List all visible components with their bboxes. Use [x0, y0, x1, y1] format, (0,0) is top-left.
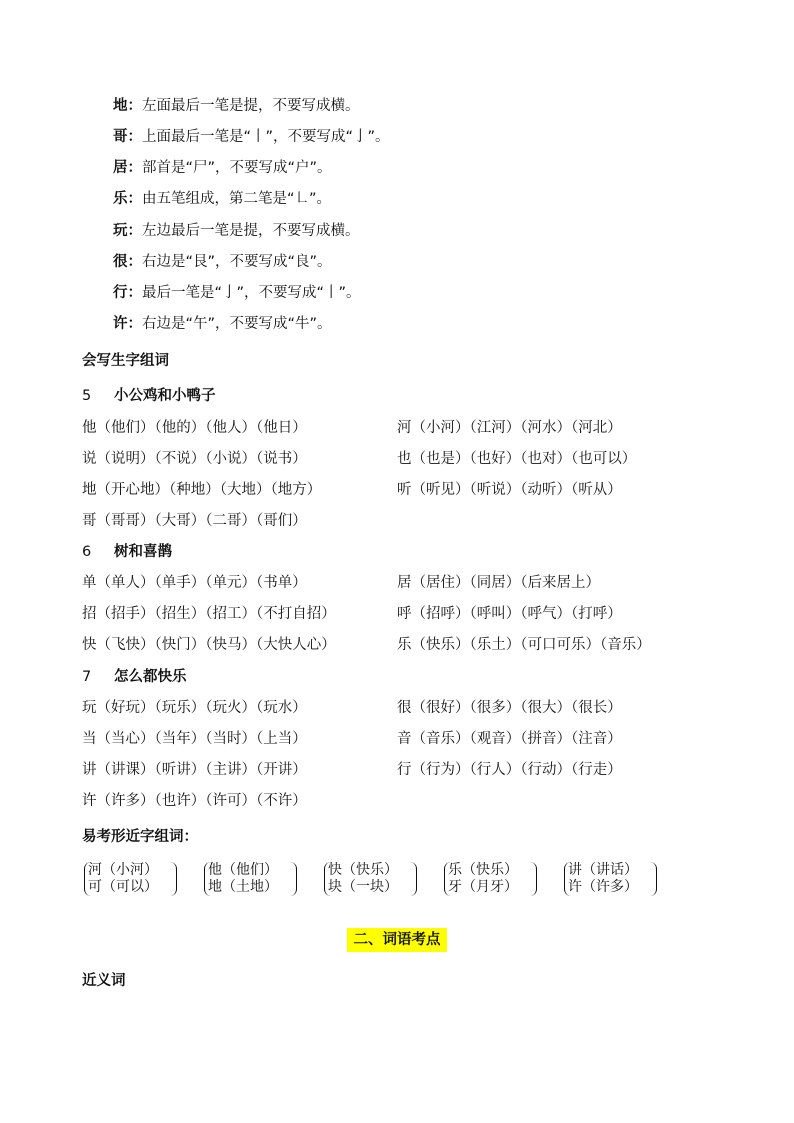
lesson-title: [82, 542, 172, 562]
section-title: 二、词语考点: [347, 928, 447, 952]
word-row: [82, 604, 622, 624]
similar-pairs: [84, 860, 684, 900]
lesson-number: 6: [82, 544, 92, 560]
pair-top: 乐（快乐）: [448, 862, 518, 878]
word-row-left: 讲（讲课）（听讲）（主讲）（开讲）: [82, 762, 307, 778]
pair-bottom: 地（土地）: [208, 879, 278, 895]
similar-pair: [204, 860, 296, 900]
stroke-note: [113, 96, 360, 116]
word-row-right: 呼（招呼）（呼叫）（呼气）（打呼）: [397, 606, 622, 622]
right-bracket: [530, 862, 537, 896]
note-text: 右边是“艮”，不要写成“良”。: [142, 254, 332, 270]
word-row: [82, 760, 622, 780]
note-text: 最后一笔是“亅”，不要写成“丨”。: [142, 285, 361, 301]
word-row-right: 很（很好）（很多）（很大）（很长）: [397, 700, 622, 716]
word-row-right: 居（居住）（同居）（后来居上）: [397, 575, 600, 591]
word-row-left: 许（许多）（也许）（许可）（不许）: [82, 793, 307, 809]
right-bracket: [650, 862, 657, 896]
lesson-number: 5: [82, 388, 92, 404]
pair-top: 讲（讲话）: [568, 862, 638, 878]
word-row-left: 他（他们）（他的）（他人）（他日）: [82, 420, 307, 436]
word-row-right: 也（也是）（也好）（也对）（也可以）: [397, 451, 637, 467]
note-char: 许：: [113, 316, 142, 332]
stroke-note: [113, 283, 361, 303]
word-row-left: 地（开心地）（种地）（大地）（地方）: [82, 482, 322, 498]
note-char: 哥：: [113, 129, 142, 145]
similar-pair: [84, 860, 176, 900]
stroke-note: [113, 158, 332, 178]
note-char: 玩：: [113, 223, 142, 239]
word-heading: 会写生字组词: [82, 353, 169, 369]
right-bracket: [170, 862, 177, 896]
word-row-left: 玩（好玩）（玩乐）（玩火）（玩水）: [82, 700, 307, 716]
word-row-left: 当（当心）（当年）（当时）（上当）: [82, 731, 307, 747]
pair-bottom: 块（一块）: [328, 879, 398, 895]
word-row: [82, 729, 622, 749]
right-bracket: [410, 862, 417, 896]
similar-pair: [564, 860, 656, 900]
word-row-right: 音（音乐）（观音）（拼音）（注音）: [397, 731, 622, 747]
word-row-left: 快（飞快）（快门）（快马）（大快人心）: [82, 637, 336, 653]
word-row: [82, 573, 600, 593]
word-row-right: 听（听见）（听说）（动听）（听从）: [397, 482, 622, 498]
stroke-note: [113, 221, 360, 241]
pair-bottom: 许（许多）: [568, 879, 638, 895]
pair-top: 他（他们）: [208, 862, 278, 878]
stroke-note: [113, 252, 332, 272]
pair-top: 快（快乐）: [328, 862, 398, 878]
note-text: 上面最后一笔是“丨”，不要写成“亅”。: [142, 129, 390, 145]
pair-bottom: 牙（月牙）: [448, 879, 518, 895]
stroke-note: [113, 314, 332, 334]
word-row: [82, 449, 636, 469]
right-bracket: [290, 862, 297, 896]
lesson-number: 7: [82, 669, 92, 685]
lesson-name: 树和喜鹊: [114, 544, 172, 560]
note-text: 由五笔组成，第二笔是“㇗”。: [142, 191, 332, 207]
word-row: [82, 480, 622, 500]
word-row: [82, 418, 622, 438]
note-char: 行：: [113, 285, 142, 301]
word-row-left: 哥（哥哥）（大哥）（二哥）（哥们）: [82, 513, 307, 529]
word-row-left: 单（单人）（单手）（单元）（书单）: [82, 575, 307, 591]
note-char: 居：: [113, 160, 142, 176]
similar-pair: [324, 860, 416, 900]
lesson-title: [82, 386, 216, 406]
word-row-left: 说（说明）（不说）（小说）（说书）: [82, 451, 307, 467]
pair-top: 河（小河）: [88, 862, 158, 878]
stroke-note: [113, 189, 331, 209]
pair-bottom: 可（可以）: [88, 879, 158, 895]
stroke-note: [113, 127, 390, 147]
word-row-left: 招（招手）（招生）（招工）（不打自招）: [82, 606, 336, 622]
similar-heading: 易考形近字组词：: [82, 829, 198, 845]
word-row: [82, 791, 397, 811]
note-char: 地：: [113, 98, 142, 114]
note-text: 部首是“尸”，不要写成“户”。: [142, 160, 332, 176]
lesson-name: 怎么都快乐: [114, 669, 187, 685]
word-row-right: 行（行为）（行人）（行动）（行走）: [397, 762, 622, 778]
word-row: [82, 511, 397, 531]
word-row: [82, 698, 622, 718]
note-text: 左面最后一笔是提，不要写成横。: [142, 98, 360, 114]
note-char: 乐：: [113, 191, 142, 207]
note-text: 右边是“午”，不要写成“牛”。: [142, 316, 332, 332]
note-text: 左边最后一笔是提，不要写成横。: [142, 223, 360, 239]
word-row: [82, 635, 651, 655]
word-row-right: 乐（快乐）（乐土）（可口可乐）（音乐）: [397, 637, 651, 653]
lesson-title: [82, 667, 187, 687]
lesson-name: 小公鸡和小鸭子: [114, 388, 216, 404]
word-row-right: 河（小河）（江河）（河水）（河北）: [397, 420, 622, 436]
synonym-heading: 近义词: [82, 973, 126, 989]
note-char: 很：: [113, 254, 142, 270]
similar-pair: [444, 860, 536, 900]
